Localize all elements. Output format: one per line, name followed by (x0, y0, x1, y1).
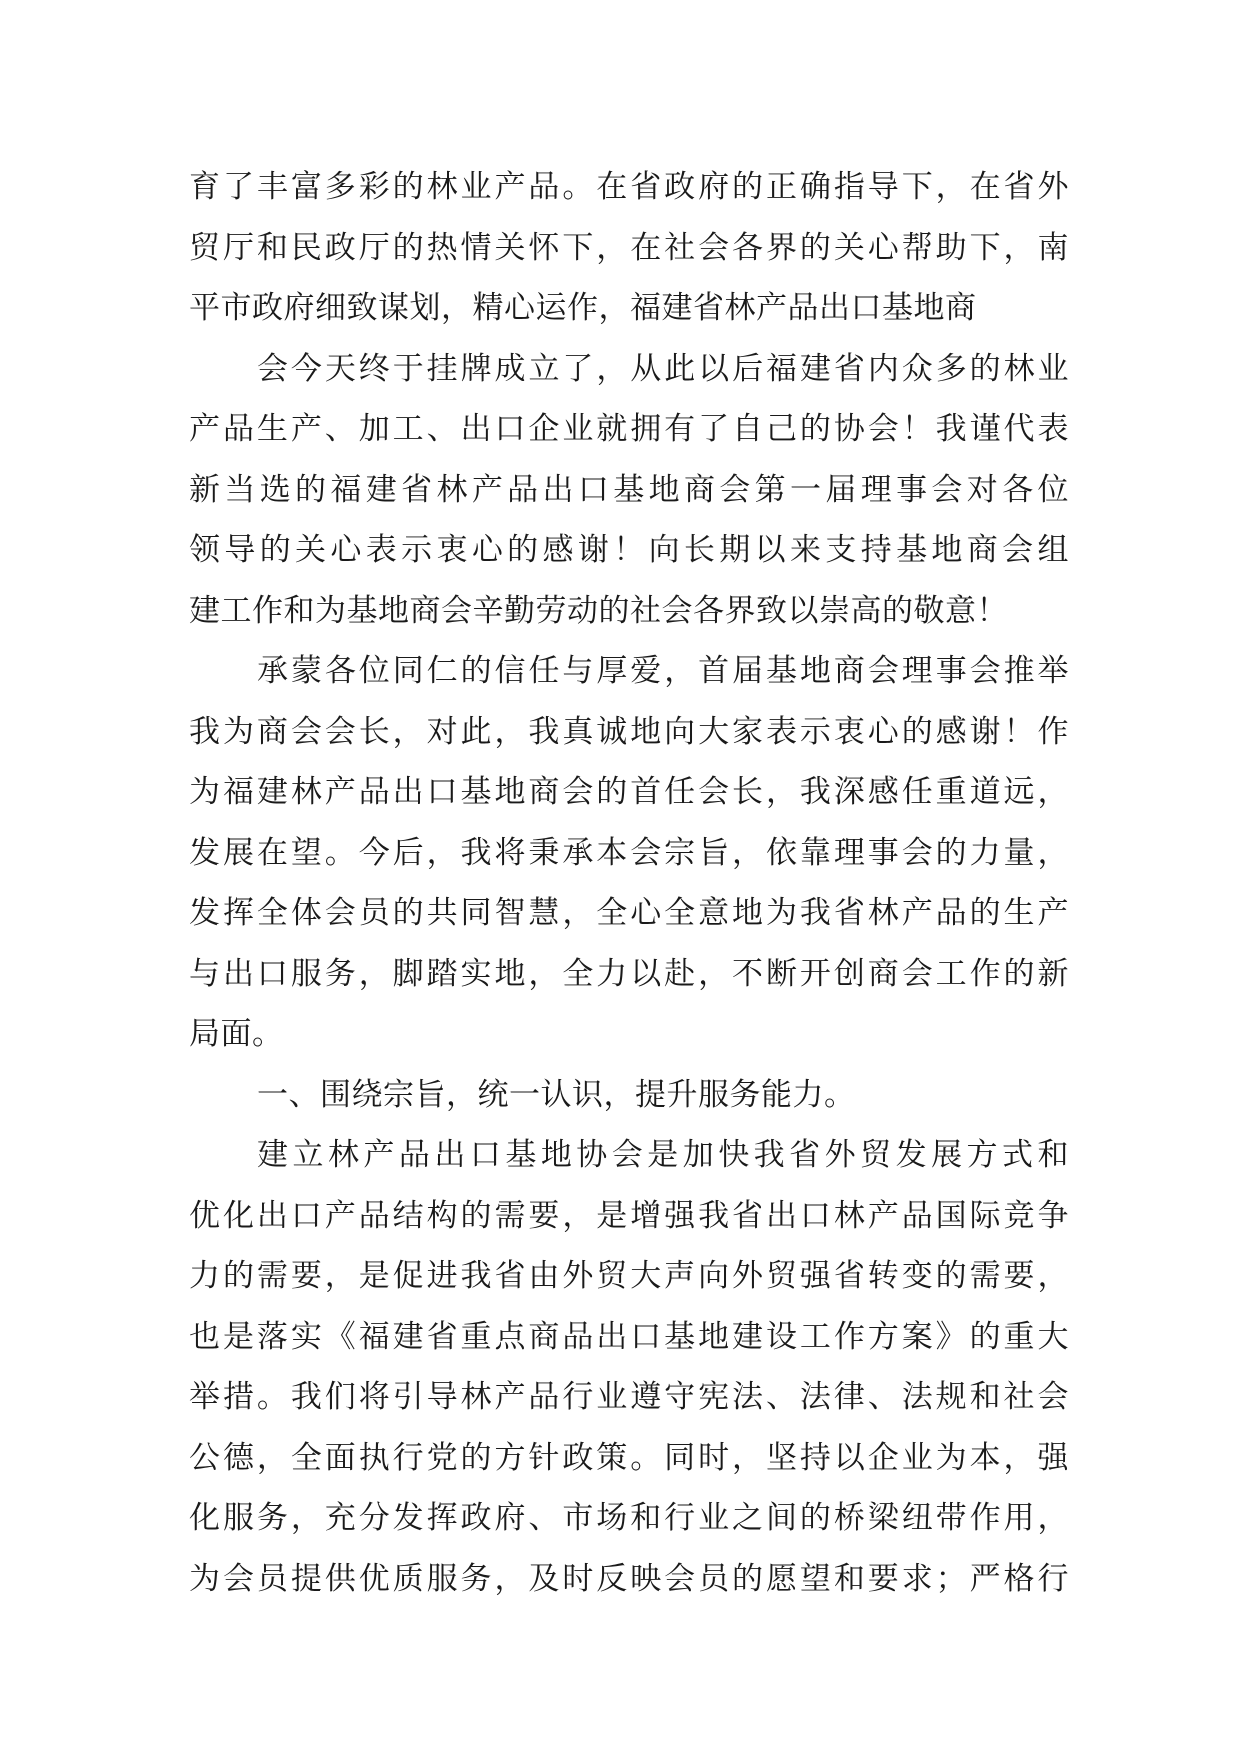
text-line: 一、围绕宗旨，统一认识，提升服务能力。 (257, 1076, 856, 1113)
text-line: 发展在望。今后，我将秉承本会宗旨，依靠理事会的力量， (189, 834, 1069, 871)
text-line: 领导的关心表示衷心的感谢！向长期以来支持基地商会组 (189, 532, 1069, 568)
text-line: 贸厅和民政厅的热情关怀下，在社会各界的关心帮助下，南 (189, 229, 1069, 266)
text-line: 育了丰富多彩的林业产品。在省政府的正确指导下，在省外 (189, 169, 1069, 205)
text-line: 也是落实《福建省重点商品出口基地建设工作方案》的重大 (189, 1318, 1069, 1355)
text-line: 局面。 (189, 1016, 284, 1052)
text-line: 公德，全面执行党的方针政策。同时，坚持以企业为本，强 (189, 1439, 1069, 1476)
text-line: 为福建林产品出口基地商会的首任会长，我深感任重道远， (189, 774, 1069, 810)
text-line: 建立林产品出口基地协会是加快我省外贸发展方式和 (257, 1137, 1069, 1173)
text-line: 举措。我们将引导林产品行业遵守宪法、法律、法规和社会 (189, 1379, 1069, 1415)
text-line: 会今天终于挂牌成立了，从此以后福建省内众多的林业 (257, 350, 1069, 387)
text-line: 平市政府细致谋划，精心运作，福建省林产品出口基地商 (189, 290, 977, 326)
text-line: 建工作和为基地商会辛勤劳动的社会各界致以崇高的敬意！ (189, 592, 1008, 629)
text-line: 优化出口产品结构的需要，是增强我省出口林产品国际竞争 (189, 1197, 1069, 1234)
text-line: 我为商会会长，对此，我真诚地向大家表示衷心的感谢！作 (189, 713, 1069, 750)
text-line: 新当选的福建省林产品出口基地商会第一届理事会对各位 (189, 471, 1069, 508)
text-line: 产品生产、加工、出口企业就拥有了自己的协会！我谨代表 (189, 411, 1069, 447)
text-line: 承蒙各位同仁的信任与厚爱，首届基地商会理事会推举 (257, 653, 1069, 689)
text-line: 发挥全体会员的共同智慧，全心全意地为我省林产品的生产 (189, 895, 1069, 931)
text-line: 化服务，充分发挥政府、市场和行业之间的桥梁纽带作用， (189, 1500, 1069, 1536)
text-line: 力的需要，是促进我省由外贸大声向外贸强省转变的需要， (189, 1258, 1069, 1294)
document-body (189, 157, 1069, 1609)
text-line: 与出口服务，脚踏实地，全力以赴，不断开创商会工作的新 (189, 955, 1069, 992)
text-line: 为会员提供优质服务，及时反映会员的愿望和要求；严格行 (189, 1560, 1069, 1597)
